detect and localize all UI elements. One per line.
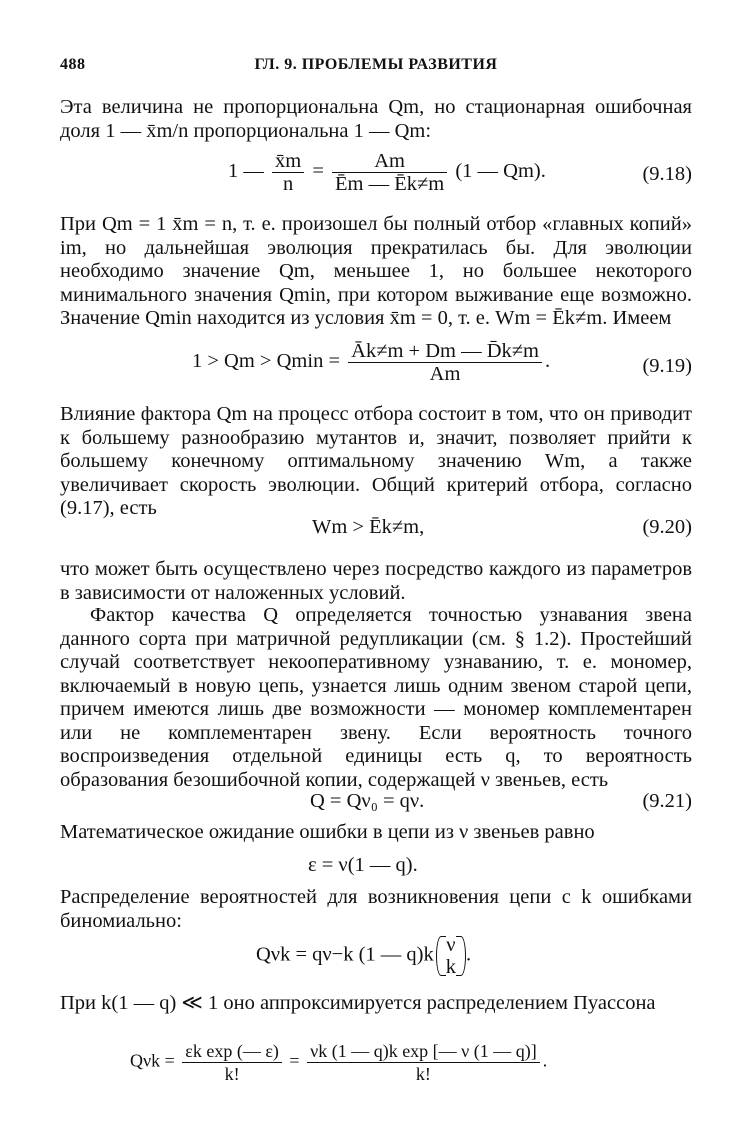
- epsilon-body: ε = ν(1 — q).: [308, 854, 418, 876]
- running-header: [60, 56, 692, 78]
- equation-9-19: 1 > Qm > Qmin = $\frac{Āk\ne m + Dm — D̄k\ne m}{Am}$ . (9.19): [192, 340, 692, 385]
- poisson-fraction-2: $\frac{\text{νk (1 — q)k exp [— ν (1 — q)]}}{k!}$: [307, 1040, 540, 1085]
- eq918-tail: (1 — Qm).: [450, 160, 546, 183]
- paragraph-8: При k(1 — q) ≪ 1 оно аппроксимируется распределением Пуассона: [60, 992, 656, 1014]
- eq918-fraction-1: $\frac{x̄m}{n}$: [272, 150, 304, 195]
- poisson-fraction-1: $\frac{\text{εk exp (— ε)}}{k!}$: [182, 1040, 282, 1085]
- eq919-lhs: 1 > Qm > Qmin =: [192, 350, 346, 373]
- eq920-body: Wm > Ēk≠m,: [312, 516, 425, 538]
- equation-number: (9.21): [642, 790, 692, 812]
- equation-epsilon: [60, 853, 692, 879]
- eq919-fraction: $\frac{Āk\ne m + Dm — D̄k\ne m}{Am}$: [348, 340, 542, 385]
- equation-number: (9.18): [642, 163, 692, 185]
- paragraph-6: Математическое ожидание ошибки в цепи из ν звеньев равно: [60, 821, 595, 843]
- equation-9-21: [60, 789, 692, 815]
- paragraph-7: Распределение вероятностей для возникновения цепи с k ошибками биномиально:: [60, 886, 692, 932]
- paragraph-1: Эта величина не пропорциональна Qm, но стационарная ошибочная доля 1 — x̄m/n пропорциональна 1 — Qm:: [60, 96, 692, 142]
- equation-9-18: 1 — $\frac{x̄m}{n}$ = $\frac{Am}{Ēm — Ēk\ne m}$ (1 — Qm). (9.18): [228, 150, 692, 195]
- equation-9-20: [60, 515, 692, 541]
- binomial-lhs: Qνk = qν−k (1 — q)k: [256, 943, 434, 966]
- poisson-lhs: Qνk =: [130, 1050, 180, 1071]
- eq918-lhs: 1 —: [228, 160, 269, 183]
- paragraph-3: Влияние фактора Qm на процесс отбора состоит в том, что он приводит к большему разнообразию мутантов и, значит, позволяет прийти к большему конечному оптимальному значению Wm, а также увеличивает скорость эволюции. Общий критерий отбора, согласно (9.17), есть: [60, 403, 692, 519]
- paragraph-4: что может быть осуществлено через посредство каждого из параметров в зависимости от наложенных условий.: [60, 558, 692, 604]
- eq918-fraction-2: $\frac{Am}{Ēm — Ēk\ne m}$: [332, 150, 447, 195]
- eq921-body: Q = Qν₀ = qν.: [310, 790, 425, 812]
- chapter-title: ГЛ. 9. ПРОБЛЕМЫ РАЗВИТИЯ: [254, 56, 498, 73]
- equation-binomial: Qνk = qν−k (1 — q)k ν k .: [256, 934, 472, 978]
- equation-number: (9.20): [642, 516, 692, 538]
- page-number: 488: [60, 56, 86, 73]
- paragraph-5: Фактор качества Q определяется точностью узнавания звена данного сорта при матричной редупликации (см. § 1.2). Простейший случай соответствует некооперативному узнаванию, т. е. мономер, включаемый в новую цепь, узнается лишь одним звеном старой цепи, причем имеются лишь две возможности — мономер комплементарен или не комплементарен звену. Если вероятность точного воспроизведения отдельной единицы есть q, то вероятность образования безошибочной копии, содержащей ν звеньев, есть: [60, 604, 692, 791]
- binomial-coefficient: ν k: [436, 934, 466, 978]
- equation-poisson: Qνk = $\frac{\text{εk exp (— ε)}}{k!}$ = $\frac{\text{νk (1 — q)k exp [— ν (1 — q)]}}{k!}$ .: [130, 1041, 548, 1084]
- paragraph-2: При Qm = 1 x̄m = n, т. е. произошел бы полный отбор «главных копий» im, но дальнейшая эволюция прекратилась бы. Для эволюции необходимо значение Qm, меньшее 1, но большее некоторого минимального значения Qmin, при котором выживание еще возможно. Значение Qmin находится из условия x̄m = 0, т. е. Wm = Ēk≠m. Имеем: [60, 213, 692, 329]
- equation-number: (9.19): [642, 355, 692, 377]
